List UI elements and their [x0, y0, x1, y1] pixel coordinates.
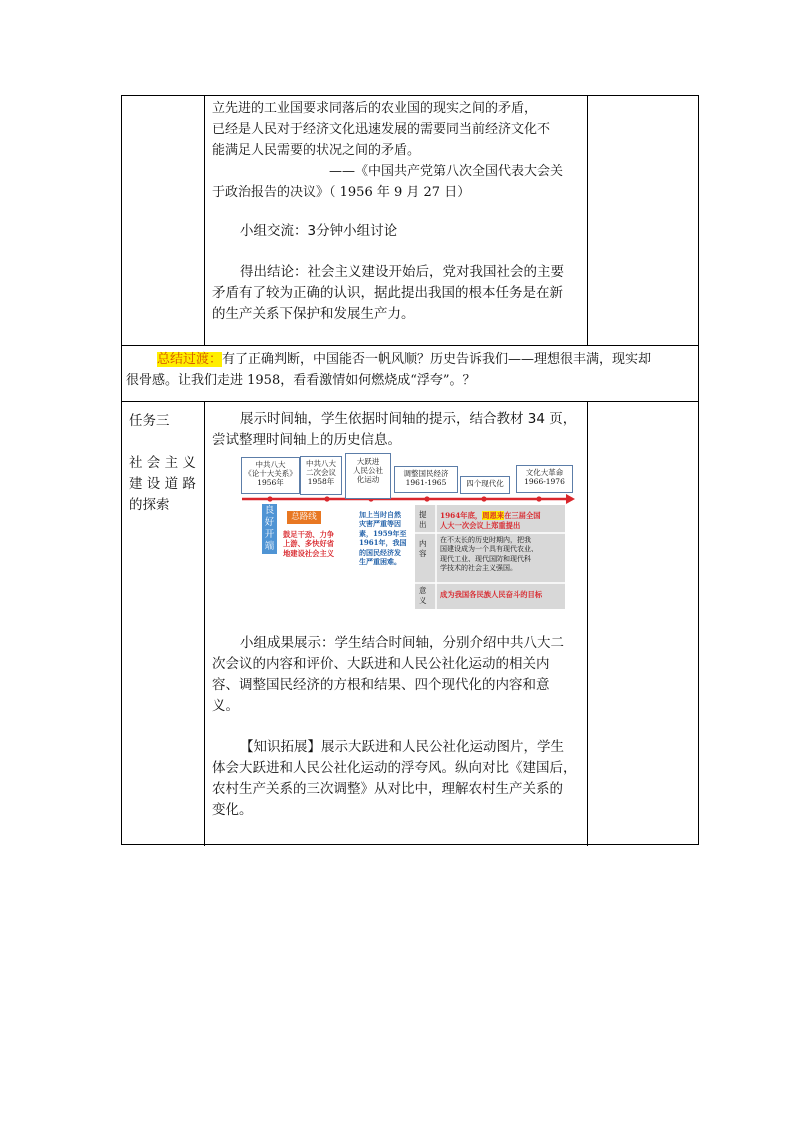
results-line: 义。 — [212, 698, 239, 714]
quote-source: ——《中国共产党第八次全国代表大会关 — [329, 164, 564, 179]
results-line: 次会议的内容和评价、大跃进和人民公社化运动的相关内 — [212, 656, 550, 672]
quote-line: 已经是人民对于经济文化迅速发展的需要同当前经济文化不 — [212, 122, 551, 137]
quote-source: 于政治报告的决议》（ 1956 年 9 月 27 日） — [212, 185, 471, 200]
general-line-label: 总路线 — [287, 511, 321, 524]
quote-line: 立先进的工业国要求同落后的农业国的现实之间的矛盾， — [212, 101, 538, 116]
timeline-figure — [238, 453, 576, 613]
general-line-text: 鼓足干劲、力争 上游、多快好省 地建设社会主义 — [283, 530, 335, 558]
table-label-significance: 意义 — [419, 586, 427, 605]
column-divider-3 — [204, 401, 205, 846]
transition-line: 总结过渡：有了正确判断，中国能否一帆风顺？历史告诉我们——理想很丰满，现实却 — [157, 352, 652, 367]
table-label-proposed: 提出 — [419, 510, 427, 529]
event-box-cultural-revolution: 文化大革命 1966-1976 — [516, 465, 573, 493]
good-start-label: 良好开端 — [262, 504, 277, 554]
extension-line: 【知识拓展】展示大跃进和人民公社化运动图片，学生 — [240, 739, 564, 755]
conclusion-line: 矛盾有了较为正确的认识，据此提出我国的根本任务是在新 — [212, 285, 563, 301]
lesson-table — [121, 95, 699, 845]
timeline-arrow — [566, 494, 575, 504]
conclusion-line: 得出结论：社会主义建设开始后，党对我国社会的主要 — [240, 264, 564, 280]
event-box-great-leap: 大跃进 人民公社 化运动 — [345, 453, 391, 499]
task-subtitle: 的探索 — [129, 497, 170, 513]
transition-label: 总结过渡： — [157, 352, 223, 367]
economic-difficulty-text: 加上当时自然 灾害严重等因 素，1959年至 1961年，我国 的国民经济发 生严重困难。 — [359, 510, 407, 567]
task-intro: 展示时间轴，学生依据时间轴的提示，结合教材 34 页， — [240, 411, 577, 427]
timeline-dot — [536, 496, 541, 501]
task-subtitle: 建 设 道 路 — [129, 476, 196, 492]
event-box-four-modernizations: 四个现代化 — [460, 476, 510, 494]
proposed-text: 1964年底，周恩来在三届全国 人大一次会议上郑重提出 — [440, 511, 541, 530]
group-discussion: 小组交流：3分钟小组讨论 — [240, 223, 398, 239]
task-intro: 尝试整理时间轴上的历史信息。 — [212, 432, 401, 448]
extension-line: 农村生产关系的三次调整》从对比中，理解农村生产关系的 — [212, 781, 563, 797]
content-text: 在不太长的历史时期内，把我 国建设成为一个具有现代农业、 现代工业、现代国防和现代科 学技术的社会主义强国。 — [440, 536, 538, 573]
task-subtitle: 社 会 主 义 — [129, 455, 196, 471]
row-divider-1 — [122, 345, 698, 346]
column-divider-4 — [587, 401, 588, 846]
transition-line: 很骨感。让我们走进 1958，看看激情如何燃烧成“浮夸”。？ — [126, 373, 476, 388]
extension-line: 变化。 — [212, 802, 253, 818]
column-divider-2 — [587, 96, 588, 345]
results-line: 小组成果展示：学生结合时间轴，分别介绍中共八大二 — [240, 635, 564, 651]
event-box-1956: 中共八大 《论十大关系》 1956年 — [241, 457, 300, 494]
row-divider-2 — [122, 401, 698, 402]
column-divider-1 — [204, 96, 205, 345]
task-title: 任务三 — [129, 413, 170, 429]
results-line: 容、调整国民经济的方根和结果、四个现代化的内容和意 — [212, 677, 550, 693]
significance-text: 成为我国各民族人民奋斗的目标 — [440, 590, 543, 599]
conclusion-line: 的生产关系下保护和发展生产力。 — [212, 306, 415, 322]
timeline-dot — [481, 496, 486, 501]
timeline-dot — [267, 496, 272, 501]
event-box-1958: 中共八大 二次会议 1958年 — [300, 456, 342, 495]
event-box-adjust-economy: 调整国民经济 1961-1965 — [394, 466, 458, 493]
extension-line: 体会大跃进和人民公社化运动的浮夸风。纵向对比《建国后， — [212, 760, 577, 776]
timeline-dot — [324, 496, 329, 501]
table-label-content: 内容 — [419, 539, 427, 558]
quote-line: 能满足人民需要的状况之间的矛盾。 — [212, 143, 421, 158]
timeline-dot — [424, 496, 429, 501]
